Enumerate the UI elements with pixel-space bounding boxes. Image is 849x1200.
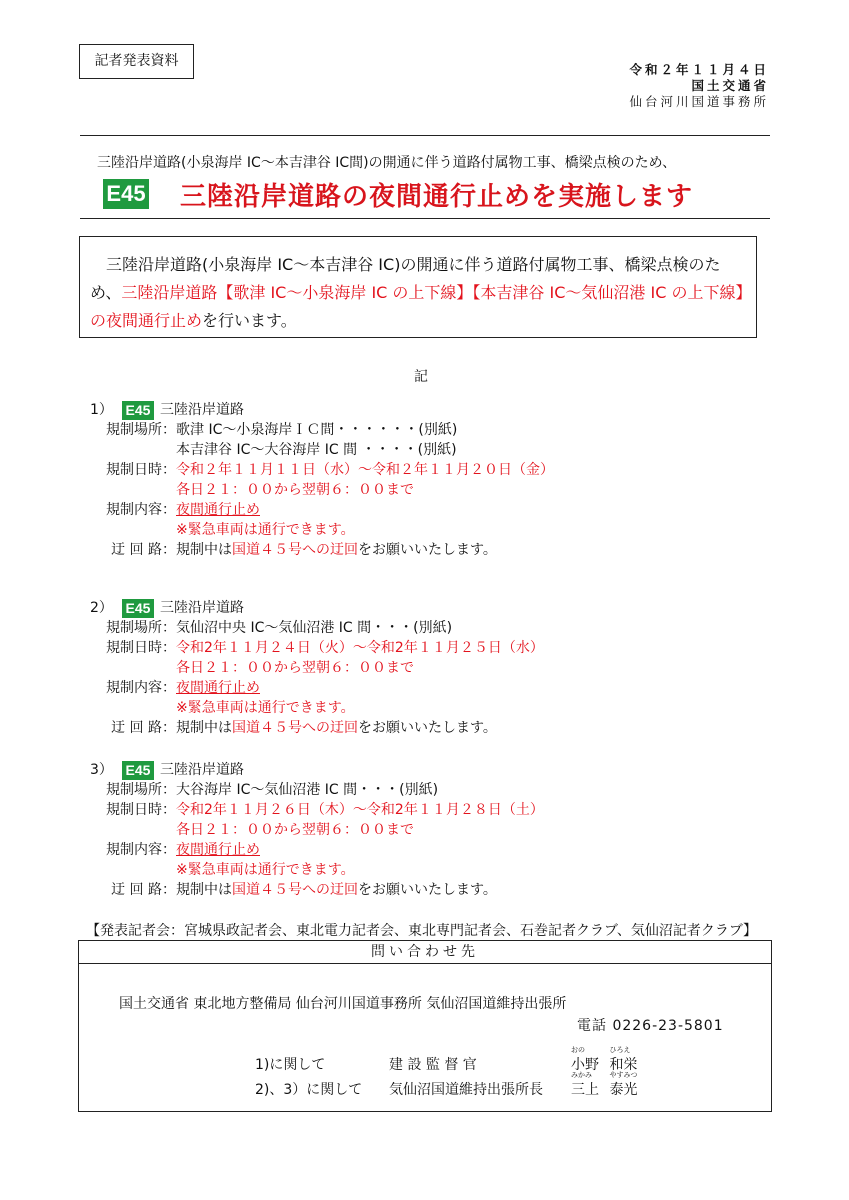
emergency-note: ※緊急車両は通行できます。	[176, 700, 355, 716]
closure-type: 夜間通行止め	[176, 842, 260, 858]
contact-row-1-name: おの 小野 ひろえ 和栄	[571, 1046, 638, 1073]
top-divider	[80, 135, 770, 136]
datetime-value: 令和2年１１月２４日（火）～令和2年１１月２５日（水）	[176, 640, 544, 656]
subtitle: 三陸沿岸道路(小泉海岸 IC～本吉津谷 IC間)の開通に伴う道路付属物工事、橋梁点検のため、	[97, 155, 677, 171]
datetime-value: 令和２年１１月１１日（水）～令和２年１１月２０日（金）	[176, 462, 554, 478]
datetime-row: 規制日時： 令和2年１１月２６日（木）～令和2年１１月２８日（土）	[106, 802, 544, 818]
contact-row-2-name: みかみ 三上 やすみつ 泰光	[571, 1071, 638, 1098]
place-value: 歌津 IC～小泉海岸ＩＣ間・・・・・・(別紙)	[176, 422, 458, 438]
contact-box	[78, 940, 772, 1112]
contact-row-1-about: 1)に関して	[255, 1057, 326, 1073]
place-value: 本吉津谷 IC～大谷海岸 IC 間 ・・・・(別紙)	[176, 442, 457, 458]
closure-section-1	[90, 400, 554, 560]
contact-header: 問い合わせ先	[79, 941, 771, 964]
road-name: 三陸沿岸道路	[160, 762, 244, 778]
date-block	[629, 62, 769, 110]
closure-section-2	[90, 598, 544, 738]
content-row: 規制内容： 夜間通行止め	[106, 842, 260, 858]
road-name: 三陸沿岸道路	[160, 402, 244, 418]
place-row: 規制場所： 歌津 IC～小泉海岸ＩＣ間・・・・・・(別紙)	[106, 422, 458, 438]
contact-row-1-role: 建 設 監 督 官	[389, 1057, 477, 1073]
datetime-row: 規制日時： 令和２年１１月１１日（水）～令和２年１１月２０日（金）	[106, 462, 554, 478]
press-clubs: 【発表記者会：宮城県政記者会、東北電力記者会、東北専門記者会、石巻記者クラブ、気仙沼記者クラブ】	[86, 923, 758, 939]
content-row: 規制内容： 夜間通行止め	[106, 502, 260, 518]
section-heading	[90, 400, 554, 420]
emergency-note: ※緊急車両は通行できます。	[176, 522, 355, 538]
emergency-note: ※緊急車両は通行できます。	[176, 862, 355, 878]
section-number: 1）	[90, 402, 113, 418]
contact-phone: 電話 0226-23-5801	[577, 1018, 724, 1034]
section-heading	[90, 598, 544, 618]
place-row: 規制場所： 気仙沼中央 IC～気仙沼港 IC 間・・・(別紙)	[106, 620, 453, 636]
hours-row: 各日２１：００から翌朝６：００まで	[176, 482, 414, 498]
section-number: 2）	[90, 600, 113, 616]
closure-type: 夜間通行止め	[176, 680, 260, 696]
detour-row: 迂 回 路： 規制中は国道４５号への迂回をお願いいたします。	[111, 542, 497, 558]
hours-row: 各日２１：００から翌朝６：００まで	[176, 822, 414, 838]
datetime-value: 令和2年１１月２６日（木）～令和2年１１月２８日（土）	[176, 802, 544, 818]
contact-org: 国土交通省 東北地方整備局 仙台河川国道事務所 気仙沼国道維持出張所	[119, 996, 567, 1012]
e45-route-badge: E45	[122, 599, 154, 618]
datetime-row: 規制日時： 令和2年１１月２４日（火）～令和2年１１月２５日（水）	[106, 640, 544, 656]
road-name: 三陸沿岸道路	[160, 600, 244, 616]
closure-type: 夜間通行止め	[176, 502, 260, 518]
closure-section-3	[90, 760, 544, 900]
detour-row: 迂 回 路： 規制中は国道４５号への迂回をお願いいたします。	[111, 882, 497, 898]
detour-row: 迂 回 路： 規制中は国道４５号への迂回をお願いいたします。	[111, 720, 497, 736]
contact-row-2-role: 気仙沼国道維持出張所長	[389, 1082, 543, 1098]
ministry-name: 国土交通省	[691, 78, 769, 93]
e45-route-badge: E45	[122, 401, 154, 420]
summary-box	[79, 236, 757, 338]
section-number: 3）	[90, 762, 113, 778]
office-name: 仙台河川国道事務所	[629, 94, 769, 109]
e45-route-badge: E45	[122, 761, 154, 780]
place-row	[90, 440, 554, 460]
title-divider	[80, 218, 770, 219]
ki-heading: 記	[414, 369, 428, 385]
place-row: 規制場所： 大谷海岸 IC～気仙沼港 IC 間・・・(別紙)	[106, 782, 439, 798]
hours-row: 各日２１：００から翌朝６：００まで	[176, 660, 414, 676]
content-row: 規制内容： 夜間通行止め	[106, 680, 260, 696]
release-date: 令和２年１１月４日	[629, 62, 769, 77]
section-heading	[90, 760, 544, 780]
contact-row-2-about: 2)、3）に関して	[255, 1082, 363, 1098]
press-release-label: 記者発表資料	[79, 44, 194, 79]
place-value: 大谷海岸 IC～気仙沼港 IC 間・・・(別紙)	[176, 782, 439, 798]
page-title: 三陸沿岸道路の夜間通行止めを実施します	[180, 182, 694, 212]
e45-route-badge: E45	[103, 179, 149, 209]
place-value: 気仙沼中央 IC～気仙沼港 IC 間・・・(別紙)	[176, 620, 453, 636]
summary-text: 三陸沿岸道路(小泉海岸 IC～本吉津谷 IC)の開通に伴う道路付属物工事、橋梁点検のため、三陸沿岸道路【歌津 IC～小泉海岸 IC の上下線】【本吉津谷 IC～気仙沼港 IC の上下線】の夜間通行止めを行います。	[90, 255, 744, 330]
